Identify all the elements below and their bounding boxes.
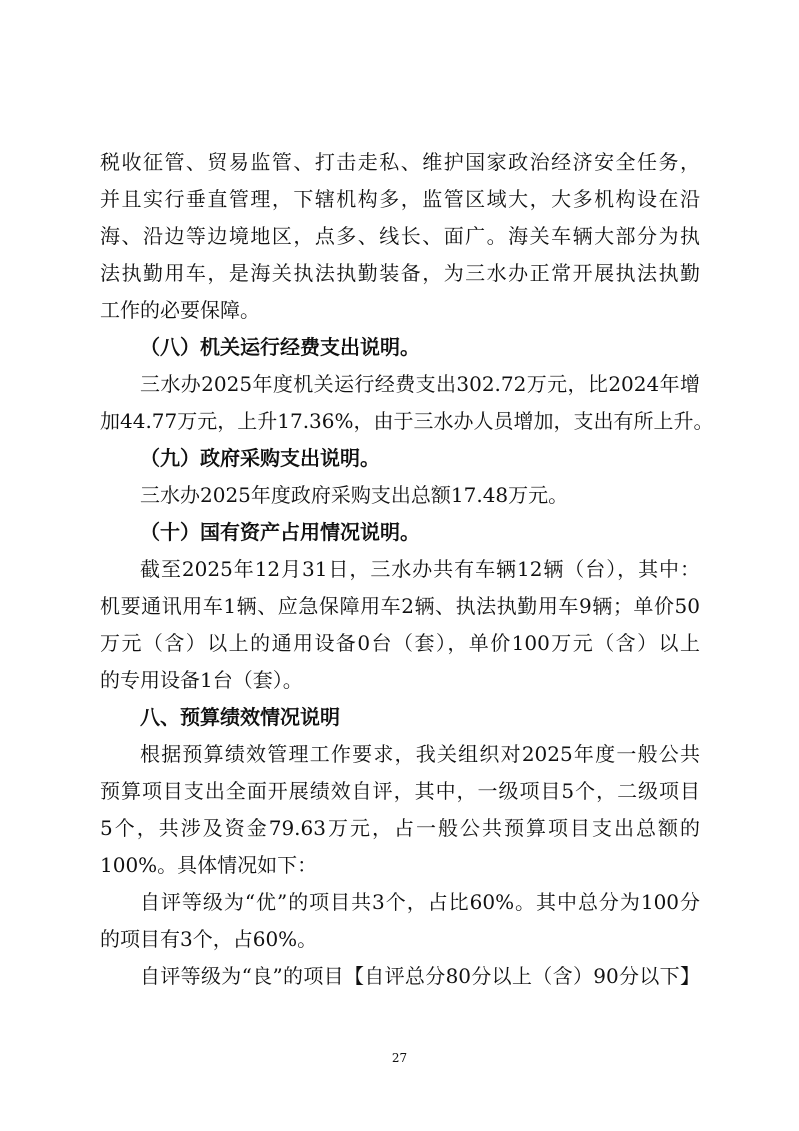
paragraph-line: 三水办2025年度政府采购支出总额17.48万元。: [140, 483, 569, 507]
paragraph-line: 工作的必要保障。: [100, 298, 260, 322]
paragraph-line: 机要通讯用车1辆、应急保障用车2辆、执法执勤用车9辆；单价50: [100, 594, 700, 618]
page-number: 27: [391, 1051, 408, 1065]
paragraph-line: 万元（含）以上的通用设备0台（套），单价100万元（含）以上: [100, 631, 700, 655]
paragraph-line: 5个，共涉及资金79.63万元，占一般公共预算项目支出总额的: [100, 816, 700, 840]
paragraph-line: 的项目有3个，占60%。: [100, 927, 318, 951]
paragraph-line: 加44.77万元，上升17.36%，由于三水办人员增加，支出有所上升。: [100, 409, 714, 433]
paragraph-line: 海、沿边等边境地区，点多、线长、面广。海关车辆大部分为执: [100, 224, 700, 248]
paragraph-line: 自评等级为“良”的项目【自评总分80分以上（含）90分以下】: [140, 964, 700, 988]
paragraph-line: 自评等级为“优”的项目共3个，占比60%。其中总分为100分: [140, 890, 700, 914]
paragraph-line: 法执勤用车，是海关执法执勤装备，为三水办正常开展执法执勤: [100, 261, 700, 285]
paragraph-line: 截至2025年12月31日，三水办共有车辆12辆（台），其中：: [140, 557, 700, 581]
paragraph-line: 并且实行垂直管理，下辖机构多，监管区域大，大多机构设在沿: [100, 187, 700, 211]
paragraph-line: 预算项目支出全面开展绩效自评，其中，一级项目5个，二级项目: [100, 779, 700, 803]
section-heading-9: （九）政府采购支出说明。: [140, 446, 380, 470]
section-heading-10: （十）国有资产占用情况说明。: [140, 520, 420, 544]
paragraph-line: 的专用设备1台（套）。: [100, 668, 303, 692]
chapter-heading: 八、预算绩效情况说明: [140, 705, 340, 729]
paragraph-line: 三水办2025年度机关运行经费支出302.72万元，比2024年增: [140, 372, 700, 396]
paragraph-line: 税收征管、贸易监管、打击走私、维护国家政治经济安全任务，: [100, 150, 700, 174]
paragraph-line: 100%。具体情况如下：: [100, 853, 318, 877]
section-heading-8: （八）机关运行经费支出说明。: [140, 335, 420, 359]
paragraph-line: 根据预算绩效管理工作要求，我关组织对2025年度一般公共: [140, 742, 700, 766]
